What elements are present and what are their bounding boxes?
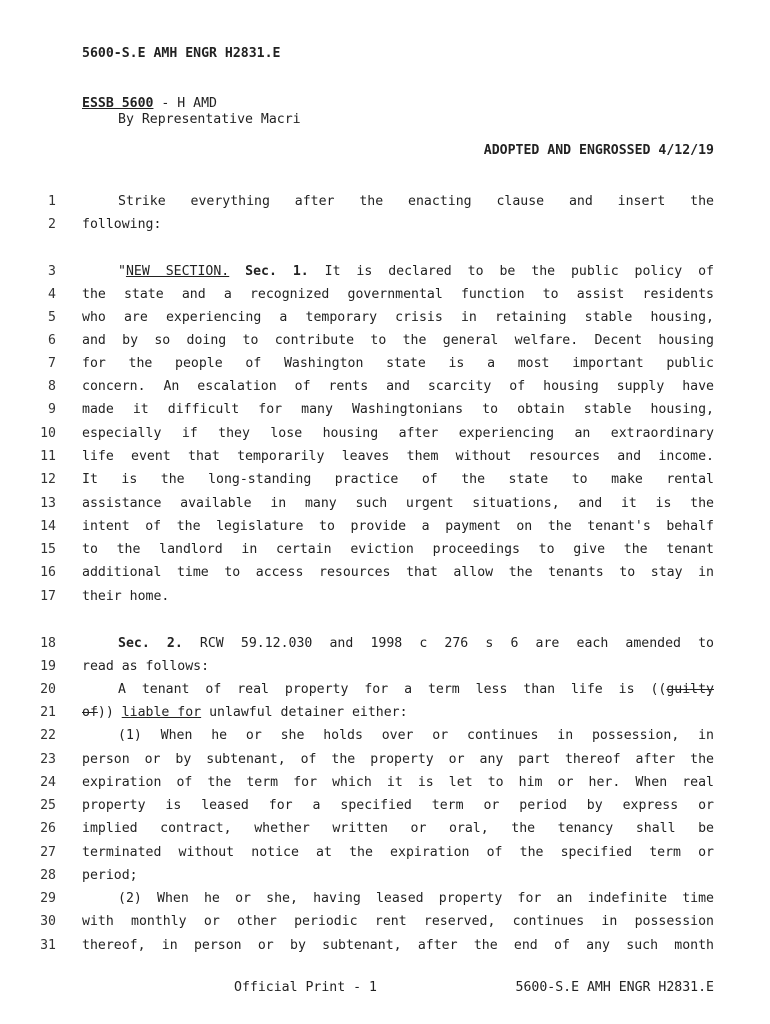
text-segment: who are experiencing a temporary crisis in retaining stable housing, [82, 310, 714, 325]
line-number: 14 [40, 519, 56, 534]
text-line [82, 333, 714, 348]
line-number: 1 [48, 194, 56, 209]
text-segment: especially if they lose housing after experiencing an extraordinary [82, 426, 714, 441]
text-segment: RCW 59.12.030 and 1998 c 276 s 6 are each amended to [182, 636, 715, 651]
line-number: 5 [48, 310, 56, 325]
underlined-insertion: liable for [121, 705, 202, 720]
text-segment: concern. An escalation of rents and scarcity of housing supply have [82, 379, 714, 394]
text-segment: " [118, 264, 126, 279]
line-number: 4 [48, 287, 56, 302]
text-line [82, 472, 714, 487]
line-number: 28 [40, 868, 56, 883]
line-number: 24 [40, 775, 56, 790]
bill-line [82, 96, 217, 111]
text-line [82, 194, 714, 209]
text-line [82, 519, 714, 534]
text-segment: property is leased for a specified term or period by express or [82, 798, 714, 813]
line-number: 10 [40, 426, 56, 441]
line-number: 27 [40, 845, 56, 860]
text-segment: made it difficult for many Washingtonians to obtain stable housing, [82, 402, 714, 417]
line-number: 22 [40, 728, 56, 743]
text-segment: A tenant of real property for a term less than life is (( [118, 682, 667, 697]
text-segment: thereof, in person or by subtenant, after the end of any such month [82, 938, 714, 953]
text-segment: implied contract, whether written or oral, the tenancy shall be [82, 821, 714, 836]
text-segment: unlawful detainer either: [201, 705, 408, 720]
text-segment: expiration of the term for which it is let to him or her. When real [82, 775, 714, 790]
text-line [82, 728, 714, 743]
line-number: 16 [40, 565, 56, 580]
text-segment: period; [82, 868, 138, 883]
text-segment: (2) When he or she, having leased property for an indefinite time [118, 891, 714, 906]
line-number: 25 [40, 798, 56, 813]
text-line [82, 868, 714, 883]
text-line [82, 310, 714, 325]
text-line [82, 938, 714, 953]
text-segment: read as follows: [82, 659, 210, 674]
line-number: 20 [40, 682, 56, 697]
text-line [82, 496, 714, 511]
text-segment [229, 264, 245, 279]
text-segment: their home. [82, 589, 170, 604]
text-line [82, 752, 714, 767]
adoption-status: ADOPTED AND ENGROSSED 4/12/19 [483, 143, 714, 158]
text-segment: It is declared to be the public policy of [308, 264, 714, 279]
line-number: 11 [40, 449, 56, 464]
text-segment: to the landlord in certain eviction proceedings to give the tenant [82, 542, 714, 557]
footer-print-label: Official Print - 1 [234, 980, 377, 995]
text-line [82, 682, 714, 697]
line-number: 13 [40, 496, 56, 511]
text-segment: intent of the legislature to provide a payment on the tenant's behalf [82, 519, 714, 534]
text-segment: for the people of Washington state is a most important public [82, 356, 714, 371]
line-number: 7 [48, 356, 56, 371]
text-segment: additional time to access resources that allow the tenants to stay in [82, 565, 714, 580]
text-line [82, 379, 714, 394]
line-number: 8 [48, 379, 56, 394]
text-segment: the state and a recognized governmental function to assist residents [82, 287, 714, 302]
line-number: 2 [48, 217, 56, 232]
section-heading: Sec. 1. [245, 264, 309, 279]
text-line [82, 891, 714, 906]
text-line [82, 636, 714, 651]
line-number: 15 [40, 542, 56, 557]
text-line [82, 426, 714, 441]
line-number: 9 [48, 402, 56, 417]
document-id-header: 5600-S.E AMH ENGR H2831.E [82, 46, 281, 61]
text-line [82, 705, 714, 720]
text-line [82, 402, 714, 417]
line-number: 31 [40, 938, 56, 953]
text-line [82, 449, 714, 464]
text-segment: and by so doing to contribute to the general welfare. Decent housing [82, 333, 714, 348]
text-line [82, 589, 714, 604]
text-segment: following: [82, 217, 162, 232]
text-segment: life event that temporarily leaves them without resources and income. [82, 449, 714, 464]
line-number: 21 [40, 705, 56, 720]
text-line [82, 821, 714, 836]
text-line [82, 287, 714, 302]
bill-amendment-type: - H AMD [153, 96, 217, 111]
text-segment: person or by subtenant, of the property or any part thereof after the [82, 752, 714, 767]
text-line [82, 845, 714, 860]
text-segment: )) [97, 705, 122, 720]
line-number: 18 [40, 636, 56, 651]
text-line [82, 542, 714, 557]
line-number: 26 [40, 821, 56, 836]
struck-deletion: of [82, 705, 98, 720]
underlined-insertion: NEW SECTION. [125, 264, 230, 279]
line-number: 30 [40, 914, 56, 929]
text-line [82, 356, 714, 371]
text-segment: Strike everything after the enacting clause and insert the [118, 194, 714, 209]
line-number: 3 [48, 264, 56, 279]
text-segment: It is the long-standing practice of the state to make rental [82, 472, 714, 487]
text-line [82, 217, 714, 232]
line-number: 17 [40, 589, 56, 604]
text-line [82, 914, 714, 929]
text-line [82, 659, 714, 674]
section-heading: Sec. 2. [118, 636, 183, 651]
footer-document-id: 5600-S.E AMH ENGR H2831.E [515, 980, 714, 995]
text-line [82, 264, 714, 279]
sponsor-line: By Representative Macri [118, 112, 301, 127]
text-segment: with monthly or other periodic rent reserved, continues in possession [82, 914, 714, 929]
text-line [82, 775, 714, 790]
text-line [82, 798, 714, 813]
text-line [82, 565, 714, 580]
line-number: 6 [48, 333, 56, 348]
line-number: 29 [40, 891, 56, 906]
text-segment: (1) When he or she holds over or continues in possession, in [118, 728, 714, 743]
line-number: 12 [40, 472, 56, 487]
line-number: 19 [40, 659, 56, 674]
bill-number: ESSB 5600 [82, 96, 154, 111]
struck-deletion: guilty [666, 682, 714, 697]
text-segment: assistance available in many such urgent situations, and it is the [82, 496, 714, 511]
line-number: 23 [40, 752, 56, 767]
text-segment: terminated without notice at the expiration of the specified term or [82, 845, 714, 860]
